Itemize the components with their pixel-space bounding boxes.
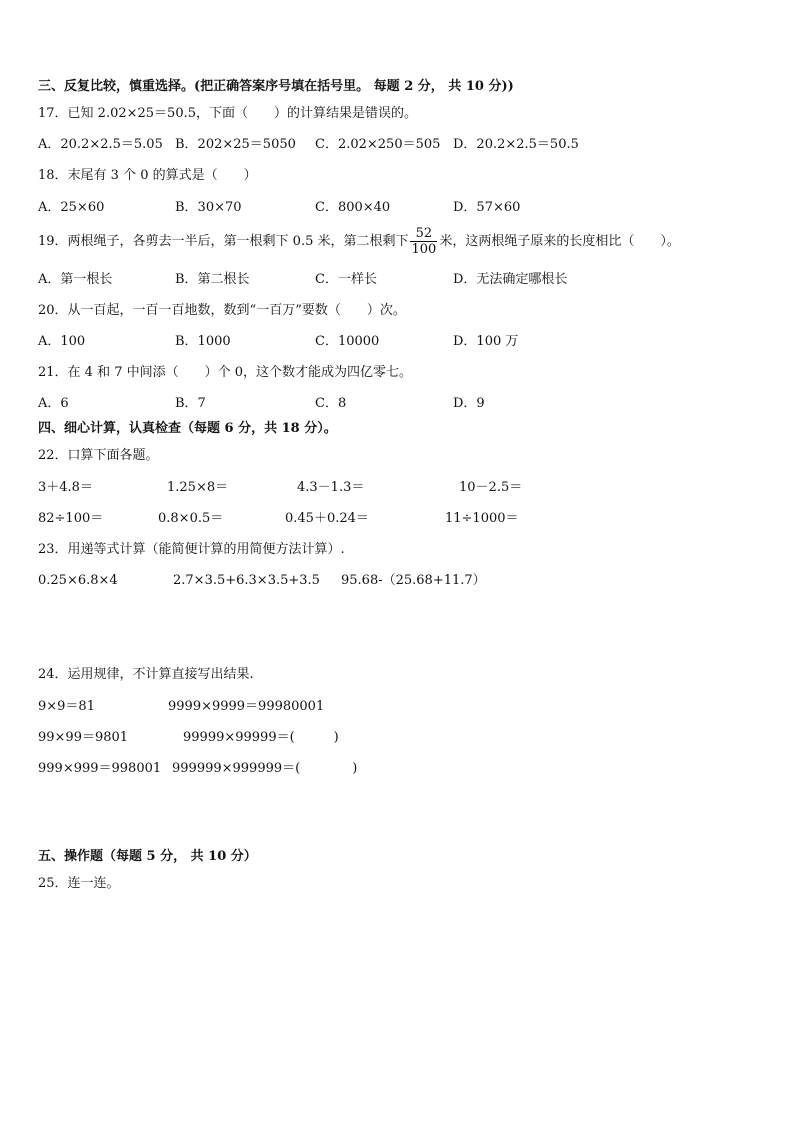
q22-stem: 22．口算下面各题。 — [38, 448, 159, 463]
q22-item: 1.25×8＝ — [167, 480, 229, 495]
q17-option-c: C．2.02×250＝505 — [315, 137, 441, 152]
q24-pattern-left: 99×99＝9801 — [38, 730, 129, 745]
q18-option-d: D．57×60 — [453, 200, 521, 215]
q22-item: 11÷1000＝ — [445, 511, 519, 526]
q19-option-c: C．一样长 — [315, 272, 377, 287]
q24-pattern-left: 999×999＝998001 — [38, 761, 162, 776]
q17-option-b: B．202×25＝5050 — [175, 137, 296, 152]
q18-stem: 18．末尾有 3 个 0 的算式是（ ） — [38, 168, 257, 183]
q21-stem: 21．在 4 和 7 中间添（ ）个 0，这个数才能成为四亿零七。 — [38, 365, 413, 380]
q21-option-c: C．8 — [315, 396, 347, 411]
q24-stem: 24．运用规律，不计算直接写出结果. — [38, 667, 254, 682]
q23-item: 2.7×3.5+6.3×3.5+3.5 — [173, 573, 320, 588]
q22-item: 4.3－1.3＝ — [297, 480, 365, 495]
q22-item: 0.45＋0.24＝ — [285, 511, 369, 526]
q19-fraction-numerator: 52 — [410, 226, 437, 242]
q17-option-a: A．20.2×2.5＝5.05 — [38, 137, 163, 152]
q20-option-d: D．100 万 — [453, 334, 519, 349]
q19-stem-post: 米，这两根绳子原来的长度相比（ ）。 — [439, 234, 680, 249]
q21-option-b: B．7 — [175, 396, 206, 411]
q17-stem: 17．已知 2.02×25＝50.5，下面（ ）的计算结果是错误的。 — [38, 106, 417, 121]
q20-stem: 20．从一百起，一百一百地数，数到“一百万”要数（ ）次。 — [38, 303, 406, 318]
q24-pattern-right: 9999×9999＝99980001 — [168, 699, 325, 714]
q21-option-d: D．9 — [453, 396, 485, 411]
q24-answer-blank: 999999×999999＝( ) — [172, 761, 358, 776]
section4-heading: 四、细心计算，认真检查（每题 6 分，共 18 分）。 — [38, 421, 337, 436]
q20-option-a: A．100 — [38, 334, 86, 349]
q19-stem-pre: 19．两根绳子，各剪去一半后，第一根剩下 0.5 米，第二根剩下 — [38, 234, 409, 249]
q23-stem: 23．用递等式计算（能简便计算的用简便方法计算）. — [38, 542, 345, 557]
q23-item: 95.68-（25.68+11.7） — [341, 573, 486, 588]
q18-option-c: C．800×40 — [315, 200, 391, 215]
q22-item: 10－2.5＝ — [459, 480, 523, 495]
q19-option-a: A．第一根长 — [38, 272, 113, 287]
q19-fraction — [410, 226, 437, 257]
q22-item: 0.8×0.5＝ — [158, 511, 224, 526]
section5-heading: 五、操作题（每题 5 分， 共 10 分） — [38, 849, 257, 864]
q20-option-b: B．1000 — [175, 334, 231, 349]
q17-option-d: D．20.2×2.5＝50.5 — [453, 137, 579, 152]
q21-option-a: A．6 — [38, 396, 69, 411]
q19-fraction-denominator: 100 — [411, 242, 437, 257]
q24-pattern-left: 9×9＝81 — [38, 699, 95, 714]
q18-option-a: A．25×60 — [38, 200, 105, 215]
q24-answer-blank: 99999×99999＝( ) — [183, 730, 339, 745]
q25-stem: 25．连一连。 — [38, 876, 120, 891]
q23-item: 0.25×6.8×4 — [38, 573, 118, 588]
q19-option-d: D．无法确定哪根长 — [453, 272, 568, 287]
q22-item: 3＋4.8＝ — [38, 480, 93, 495]
q18-option-b: B．30×70 — [175, 200, 242, 215]
q19-option-b: B．第二根长 — [175, 272, 250, 287]
section3-heading: 三、反复比较，慎重选择。(把正确答案序号填在括号里。 每题 2 分， 共 10 分)) — [38, 79, 514, 94]
q22-item: 82÷100＝ — [38, 511, 104, 526]
q19-stem — [38, 222, 680, 262]
q20-option-c: C．10000 — [315, 334, 380, 349]
